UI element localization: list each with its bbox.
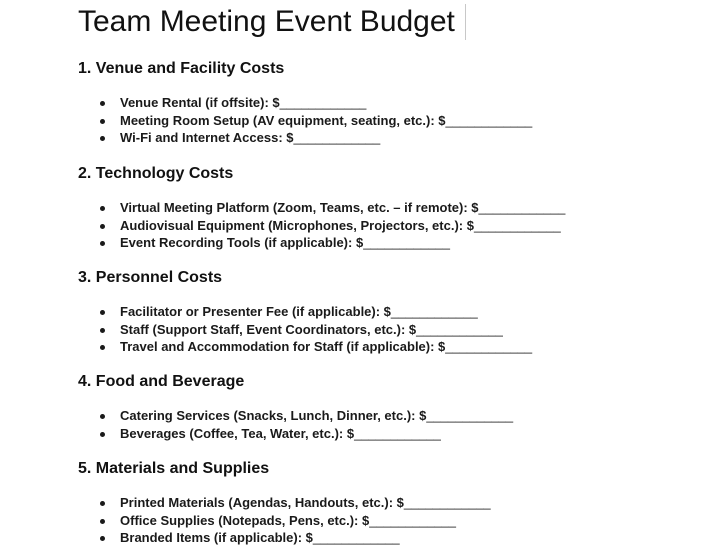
list-item bbox=[78, 217, 565, 235]
bullet-dot-icon bbox=[100, 310, 105, 315]
bullet-dot-icon bbox=[100, 136, 105, 141]
section-heading: 3. Personnel Costs bbox=[78, 269, 223, 286]
list-item bbox=[78, 425, 513, 443]
section-technology bbox=[78, 164, 565, 252]
list-item bbox=[78, 512, 491, 530]
item-label: Event Recording Tools (if applicable): $ bbox=[120, 235, 364, 250]
section-heading: 4. Food and Beverage bbox=[78, 373, 245, 390]
item-list bbox=[78, 199, 565, 252]
list-item bbox=[78, 338, 532, 356]
bullet-dot-icon bbox=[100, 432, 105, 437]
item-label: Office Supplies (Notepads, Pens, etc.): $ bbox=[120, 512, 370, 528]
item-list bbox=[78, 303, 532, 356]
bullet-dot-icon bbox=[100, 519, 105, 524]
item-label: Branded Items (if applicable): $ bbox=[120, 530, 313, 545]
item-label: Venue Rental (if offsite): $ bbox=[120, 95, 280, 110]
bullet-dot-icon bbox=[100, 119, 105, 124]
amount-blank[interactable]: ____________ bbox=[279, 95, 367, 110]
bullet-dot-icon bbox=[100, 101, 105, 106]
amount-blank[interactable]: ____________ bbox=[403, 495, 491, 510]
item-label: Facilitator or Presenter Fee (if applicable): $ bbox=[120, 304, 391, 319]
amount-blank[interactable]: ____________ bbox=[473, 217, 561, 233]
list-item bbox=[78, 129, 532, 147]
amount-blank[interactable]: ____________ bbox=[426, 408, 514, 423]
amount-blank[interactable]: ____________ bbox=[445, 339, 533, 354]
amount-blank[interactable]: ____________ bbox=[354, 425, 441, 441]
item-label: Virtual Meeting Platform (Zoom, Teams, etc. – if remote): $ bbox=[120, 200, 479, 215]
amount-blank[interactable]: ____________ bbox=[369, 512, 456, 528]
list-item bbox=[78, 234, 565, 252]
amount-blank[interactable]: ____________ bbox=[416, 321, 503, 337]
list-item bbox=[78, 529, 491, 547]
section-heading: 5. Materials and Supplies bbox=[78, 460, 270, 477]
section-food-beverage bbox=[78, 372, 513, 442]
list-item bbox=[78, 112, 532, 130]
item-label: Printed Materials (Agendas, Handouts, etc.): $ bbox=[120, 495, 404, 510]
item-list bbox=[78, 94, 532, 147]
item-label: Wi-Fi and Internet Access: $ bbox=[120, 130, 294, 145]
list-item bbox=[78, 94, 532, 112]
bullet-dot-icon bbox=[100, 345, 105, 350]
section-heading: 2. Technology Costs bbox=[78, 165, 234, 182]
list-item bbox=[78, 199, 565, 217]
bullet-dot-icon bbox=[100, 536, 105, 541]
section-personnel bbox=[78, 268, 532, 356]
section-materials-supplies bbox=[78, 459, 491, 547]
amount-blank[interactable]: ____________ bbox=[445, 112, 533, 128]
list-item bbox=[78, 407, 513, 425]
amount-blank[interactable]: ____________ bbox=[312, 530, 400, 545]
amount-blank[interactable]: ____________ bbox=[293, 130, 381, 145]
item-list bbox=[78, 494, 491, 547]
document-title[interactable]: Team Meeting Event Budget bbox=[78, 5, 455, 38]
item-label: Travel and Accommodation for Staff (if applicable): $ bbox=[120, 339, 446, 354]
amount-blank[interactable]: ____________ bbox=[390, 304, 478, 319]
list-item bbox=[78, 321, 532, 339]
list-item bbox=[78, 303, 532, 321]
bullet-dot-icon bbox=[100, 501, 105, 506]
item-label: Catering Services (Snacks, Lunch, Dinner, etc.): $ bbox=[120, 408, 427, 423]
item-list bbox=[78, 407, 513, 442]
item-label: Beverages (Coffee, Tea, Water, etc.): $ bbox=[120, 425, 355, 441]
bullet-dot-icon bbox=[100, 241, 105, 246]
bullet-dot-icon bbox=[100, 224, 105, 229]
title-block bbox=[78, 2, 466, 42]
amount-blank[interactable]: ____________ bbox=[478, 200, 566, 215]
section-venue-facility bbox=[78, 59, 532, 147]
section-heading: 1. Venue and Facility Costs bbox=[78, 60, 285, 77]
item-label: Meeting Room Setup (AV equipment, seating, etc.): $ bbox=[120, 112, 446, 128]
item-label: Staff (Support Staff, Event Coordinators, etc.): $ bbox=[120, 321, 417, 337]
text-cursor-icon bbox=[465, 4, 466, 40]
bullet-dot-icon bbox=[100, 328, 105, 333]
bullet-dot-icon bbox=[100, 414, 105, 419]
amount-blank[interactable]: ____________ bbox=[363, 235, 450, 250]
bullet-dot-icon bbox=[100, 206, 105, 211]
item-label: Audiovisual Equipment (Microphones, Projectors, etc.): $ bbox=[120, 217, 474, 233]
list-item bbox=[78, 494, 491, 512]
